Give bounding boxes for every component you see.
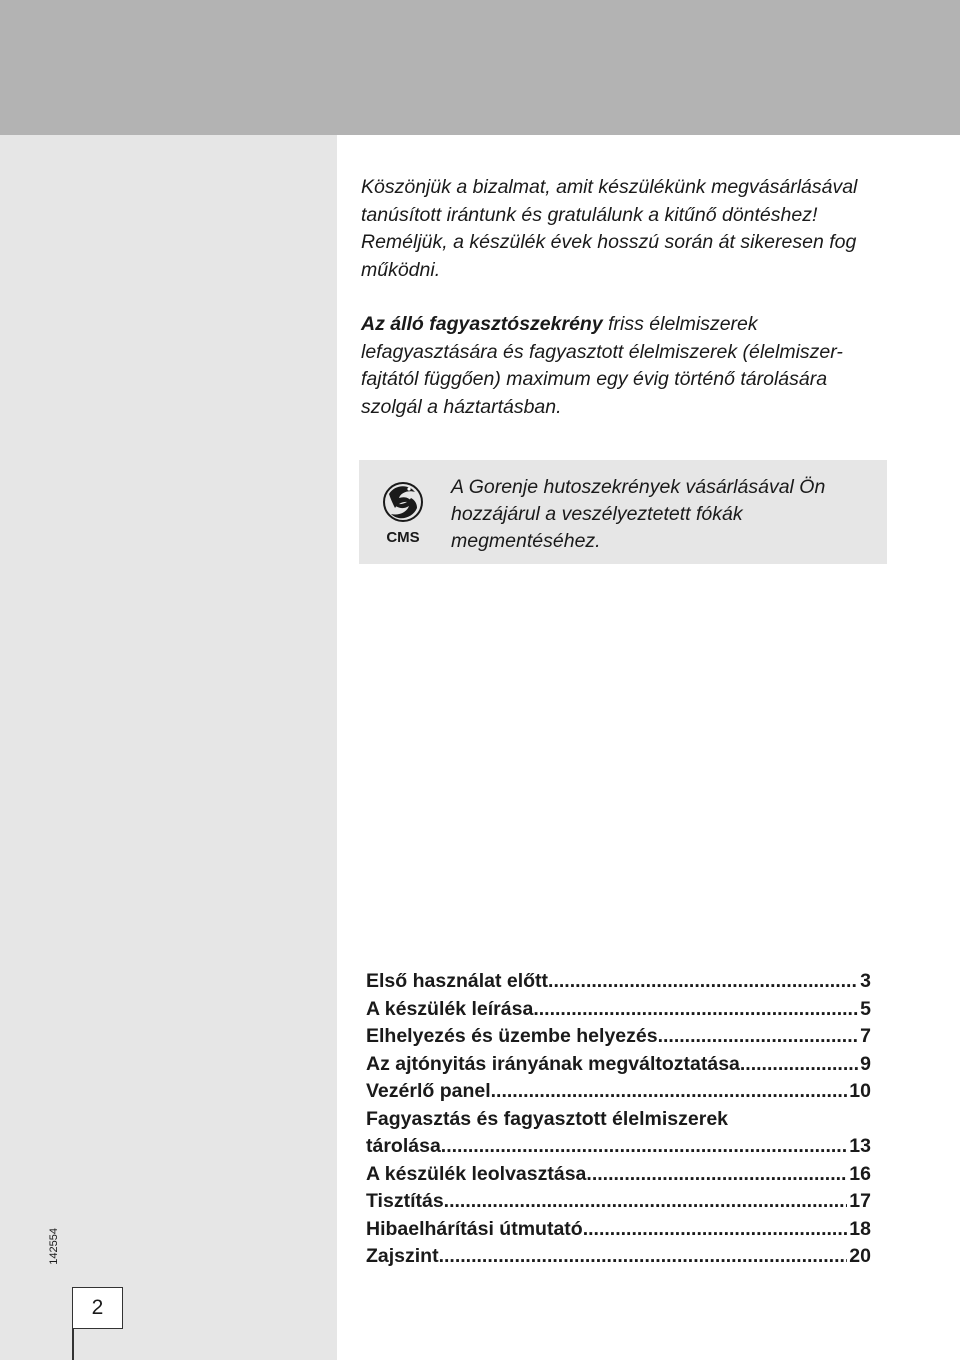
toc-item[interactable] [366, 996, 871, 1024]
toc-dot-leader [583, 1216, 848, 1244]
toc-item-page: 16 [849, 1162, 871, 1185]
toc-dot-leader [439, 1243, 848, 1271]
toc-item-title: Fagyasztás és fagyasztott élelmiszerek [366, 1107, 729, 1130]
product-description-paragraph [361, 311, 861, 421]
toc-dot-leader [444, 1188, 848, 1216]
toc-item-title: Az ajtónyitás irányának megváltoztatása [366, 1052, 740, 1075]
toc-item-title: Zajszint [366, 1245, 439, 1267]
toc-dot-leader [548, 968, 858, 996]
page-number-box [72, 1287, 123, 1329]
toc-item-title: Elhelyezés és üzembe helyezés [366, 1025, 658, 1047]
product-description-text: friss élelmiszerek lefagyasztására és fagyasztott élelmiszerek (élelmiszer-fajtától függően) maximum egy évig történő tárolására szolgál a háztartásban. [361, 313, 843, 418]
top-band [0, 0, 960, 135]
toc-dot-leader [533, 996, 858, 1024]
toc-dot-leader [658, 1023, 859, 1051]
toc-item-page: 10 [849, 1080, 871, 1102]
toc-item[interactable] [366, 1188, 871, 1216]
product-name: Az álló fagyasztószekrény [361, 313, 603, 335]
toc-dot-leader [491, 1078, 848, 1106]
toc-item-title: A készülék leírása [366, 997, 534, 1020]
toc-item[interactable] [366, 1161, 871, 1189]
toc-item[interactable] [366, 968, 871, 996]
toc-item[interactable] [366, 1078, 871, 1106]
toc-dot-leader [740, 1051, 858, 1079]
toc-item-page: 3 [860, 970, 871, 992]
table-of-contents [366, 968, 871, 1271]
toc-dot-leader [586, 1161, 847, 1189]
toc-item-title: Hibaelhárítási útmutató [366, 1217, 583, 1240]
toc-item[interactable] [366, 1023, 871, 1051]
toc-item-page: 20 [849, 1245, 871, 1267]
toc-dot-leader [441, 1133, 848, 1161]
cms-seal-logo-icon [379, 480, 427, 546]
left-margin-panel [0, 135, 337, 1360]
page-number: 2 [91, 1296, 104, 1319]
document-code: 142554 [48, 1228, 60, 1265]
toc-item[interactable] [366, 1216, 871, 1244]
toc-item-page: 9 [860, 1052, 871, 1075]
cms-notice-text: A Gorenje hutoszekrények vásárlásával Ön hozzájárul a veszélyeztetett fókák megmentéséhez. [451, 476, 826, 552]
toc-item-page: 18 [849, 1217, 871, 1240]
toc-item-title: Tisztítás [366, 1190, 444, 1212]
toc-item-title: A készülék leolvasztása [366, 1162, 587, 1185]
toc-item-page: 7 [860, 1025, 871, 1047]
toc-item[interactable] [366, 1243, 871, 1271]
intro-thanks-paragraph: Köszönjük a bizalmat, amit készülékünk megvásárlásával tanúsított irántunk és gratulálunk a kitűnő döntéshez! Reméljük, a készülék évek hosszú során át sikeresen fog működni. [361, 176, 858, 281]
toc-item-title: Vezérlő panel [366, 1080, 491, 1102]
toc-item[interactable] [366, 1051, 871, 1079]
toc-item[interactable] [366, 1106, 871, 1161]
cms-logo-label: CMS [386, 529, 420, 546]
page-number-rule [72, 1329, 74, 1360]
toc-item-page: 17 [849, 1190, 871, 1212]
toc-item-page: 5 [860, 997, 871, 1020]
toc-item-page: 13 [849, 1135, 871, 1157]
toc-item-title: Első használat előtt [366, 970, 549, 992]
cms-notice-box [359, 460, 887, 564]
toc-item-title-continued: tárolása [366, 1135, 441, 1157]
